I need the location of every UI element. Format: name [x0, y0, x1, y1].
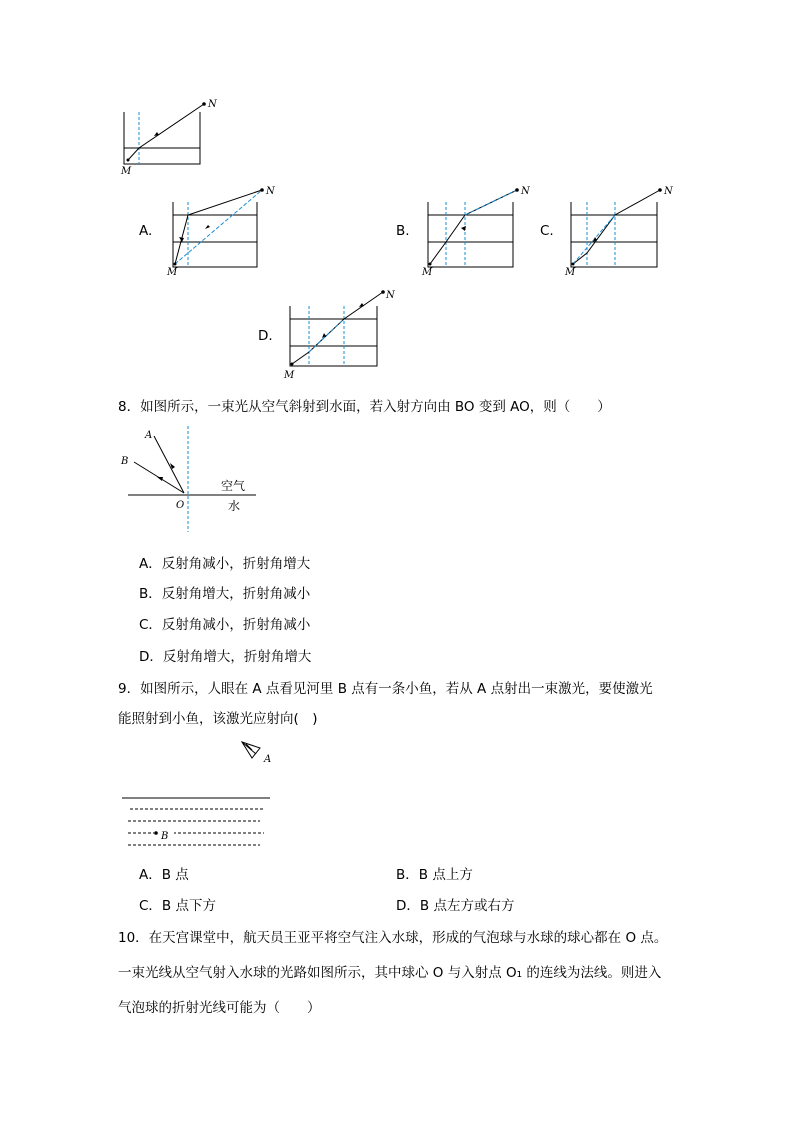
q7-b-n: N: [521, 186, 530, 197]
q9-choice-d[interactable]: D．B 点左方或右方: [396, 898, 515, 914]
q7-option-c-figure: [563, 182, 673, 277]
q7-main-figure: [118, 98, 218, 178]
q7-option-b-figure: [420, 182, 530, 277]
q10-question-line3: 气泡球的折射光线可能为（ ）: [118, 1000, 321, 1016]
q9-choice-c[interactable]: C．B 点下方: [139, 898, 216, 914]
q8-question: 8．如图所示，一束光从空气斜射到水面，若入射方向由 BO 变到 AO，则（ ）: [118, 399, 611, 415]
q9-choice-b[interactable]: B．B 点上方: [396, 867, 473, 883]
q8-choice-d[interactable]: D．反射角增大，折射角增大: [139, 649, 312, 665]
q8-a-label: A: [145, 430, 153, 441]
q8-choice-a[interactable]: A．反射角减小，折射角增大: [139, 556, 311, 572]
q7-option-a-label[interactable]: A.: [139, 223, 153, 239]
q9-figure: [118, 734, 278, 854]
q7-option-d-figure: [282, 286, 397, 381]
q9-choice-a[interactable]: A．B 点: [139, 867, 189, 883]
q9-question-line1: 9．如图所示，人眼在 A 点看见河里 B 点有一条小鱼，若从 A 点射出一束激光，要使激光: [118, 681, 653, 697]
q9-question-line2: 能照射到小鱼，该激光应射向( ): [118, 711, 318, 727]
q8-air-label: 空气: [221, 479, 246, 493]
q7-option-a-figure: [165, 182, 275, 277]
q7-d-m: M: [284, 370, 295, 381]
q7-c-n: N: [664, 186, 673, 197]
q7-main-m: M: [121, 166, 132, 177]
q8-figure: [118, 424, 268, 534]
q9-b-label: B: [161, 831, 169, 842]
q7-a-n: N: [266, 186, 275, 197]
eye-icon: [242, 742, 260, 758]
q8-b-label: B: [121, 456, 129, 467]
q8-choice-b[interactable]: B．反射角增大，折射角减小: [139, 586, 311, 602]
q7-b-m: M: [422, 267, 433, 278]
q10-question-line2: 一束光线从空气射入水球的光路如图所示，其中球心 O 与入射点 O₁ 的连线为法线。则进入: [118, 965, 662, 981]
q7-d-n: N: [386, 290, 395, 301]
q7-option-d-label[interactable]: D.: [258, 328, 273, 344]
q7-c-m: M: [565, 267, 576, 278]
q10-question-line1: 10．在天宫课堂中，航天员王亚平将空气注入水球，形成的气泡球与水球的球心都在 O 点。: [118, 930, 668, 946]
q7-option-c-label[interactable]: C.: [540, 223, 554, 239]
q8-water-label: 水: [228, 499, 241, 513]
q8-o-label: O: [176, 500, 185, 511]
q8-choice-c[interactable]: C．反射角减小，折射角减小: [139, 617, 311, 633]
q7-main-n: N: [208, 99, 217, 110]
q7-option-b-label[interactable]: B.: [396, 223, 410, 239]
q9-a-label: A: [264, 754, 272, 765]
q7-a-m: M: [167, 267, 178, 278]
